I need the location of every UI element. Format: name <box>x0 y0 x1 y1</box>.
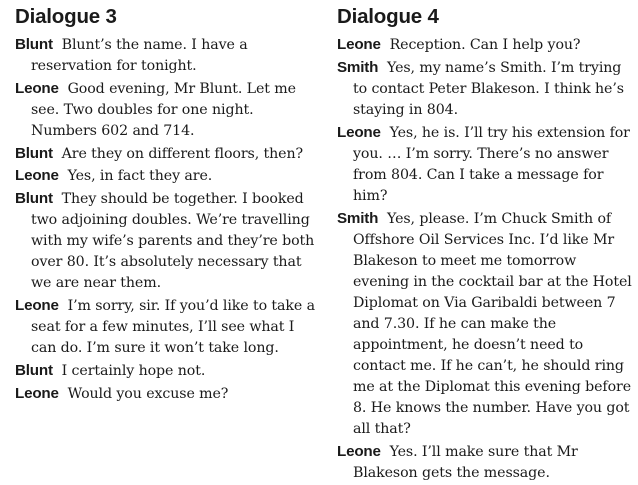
speaker-name: Leone <box>337 36 381 53</box>
speech-text: Blunt’s the name. I have a reservation for tonight. <box>31 37 248 75</box>
speech-text: Good evening, Mr Blunt. Let me see. Two doubles for one night. Numbers 602 and 714. <box>31 80 296 139</box>
speaker-name: Leone <box>337 443 381 461</box>
speech-text: Reception. Can I help you? <box>389 37 581 53</box>
dialogue-line <box>15 143 315 165</box>
dialogue-line <box>15 165 315 187</box>
dialogue-3-column <box>15 4 315 405</box>
dialogue-line <box>15 360 315 382</box>
speech-text: Yes, in fact they are. <box>67 168 213 185</box>
speech-text: I’m sorry, sir. If you’d like to take a seat for a few minutes, I’ll see what I can do. I’m sure it won’t take long. <box>31 298 315 357</box>
dialogue-line <box>15 78 315 142</box>
speaker-name: Smith <box>337 209 379 227</box>
dialogue-line <box>15 188 315 294</box>
speaker-name: Leone <box>15 384 59 402</box>
speech-text: Yes, my name’s Smith. I’m trying to contact Peter Blakeson. I think he’s staying in 804. <box>353 59 624 118</box>
speaker-name: Leone <box>337 123 381 141</box>
speaker-name: Blunt <box>15 36 53 53</box>
speech-text: They should be together. I booked two adjoining doubles. We’re travelling with my wife’s parents and they’re both over 80. It’s absolutely necessary that we are near them. <box>31 191 315 292</box>
dialogue-line <box>15 383 315 405</box>
speaker-name: Leone <box>15 297 59 315</box>
speech-text: Yes. I’ll make sure that Mr Blakeson gets the message. <box>353 444 578 482</box>
speaker-name: Leone <box>15 79 59 97</box>
dialogue-line <box>337 34 635 56</box>
speaker-name: Blunt <box>15 361 53 379</box>
dialogue-line <box>337 57 635 121</box>
dialogue-4-column <box>337 4 635 485</box>
speech-text: Yes, he is. I’ll try his extension for you. … I’m sorry. There’s no answer from 804. Can I take a message for him? <box>353 124 630 204</box>
dialogue-line <box>337 208 635 441</box>
dialogue-line <box>337 441 635 484</box>
dialogue-line <box>15 295 315 359</box>
dialogue-3-title: Dialogue 3 <box>15 5 117 28</box>
speaker-name: Blunt <box>15 190 53 208</box>
dialogue-line <box>337 122 635 207</box>
dialogue-line <box>15 34 315 77</box>
speech-text: Would you excuse me? <box>67 385 229 402</box>
speech-text: I certainly hope not. <box>61 362 206 379</box>
speech-text: Are they on different floors, then? <box>61 145 304 162</box>
dialogue-4-title: Dialogue 4 <box>337 5 439 28</box>
speaker-name: Leone <box>15 167 59 185</box>
speaker-name: Blunt <box>15 144 53 162</box>
speech-text: Yes, please. I’m Chuck Smith of Offshore Oil Services Inc. I’d like Mr Blakeson to meet me tomorrow evening in the cocktail bar at the Hotel Diplomat on Via Garibaldi between 7 and 7.30. If he can make the appointment, he doesn’t need to contact me. If he can’t, he should ring me at the Diplomat this evening before 8. He knows the number. Have you got all that? <box>353 210 632 438</box>
speaker-name: Smith <box>337 58 379 76</box>
